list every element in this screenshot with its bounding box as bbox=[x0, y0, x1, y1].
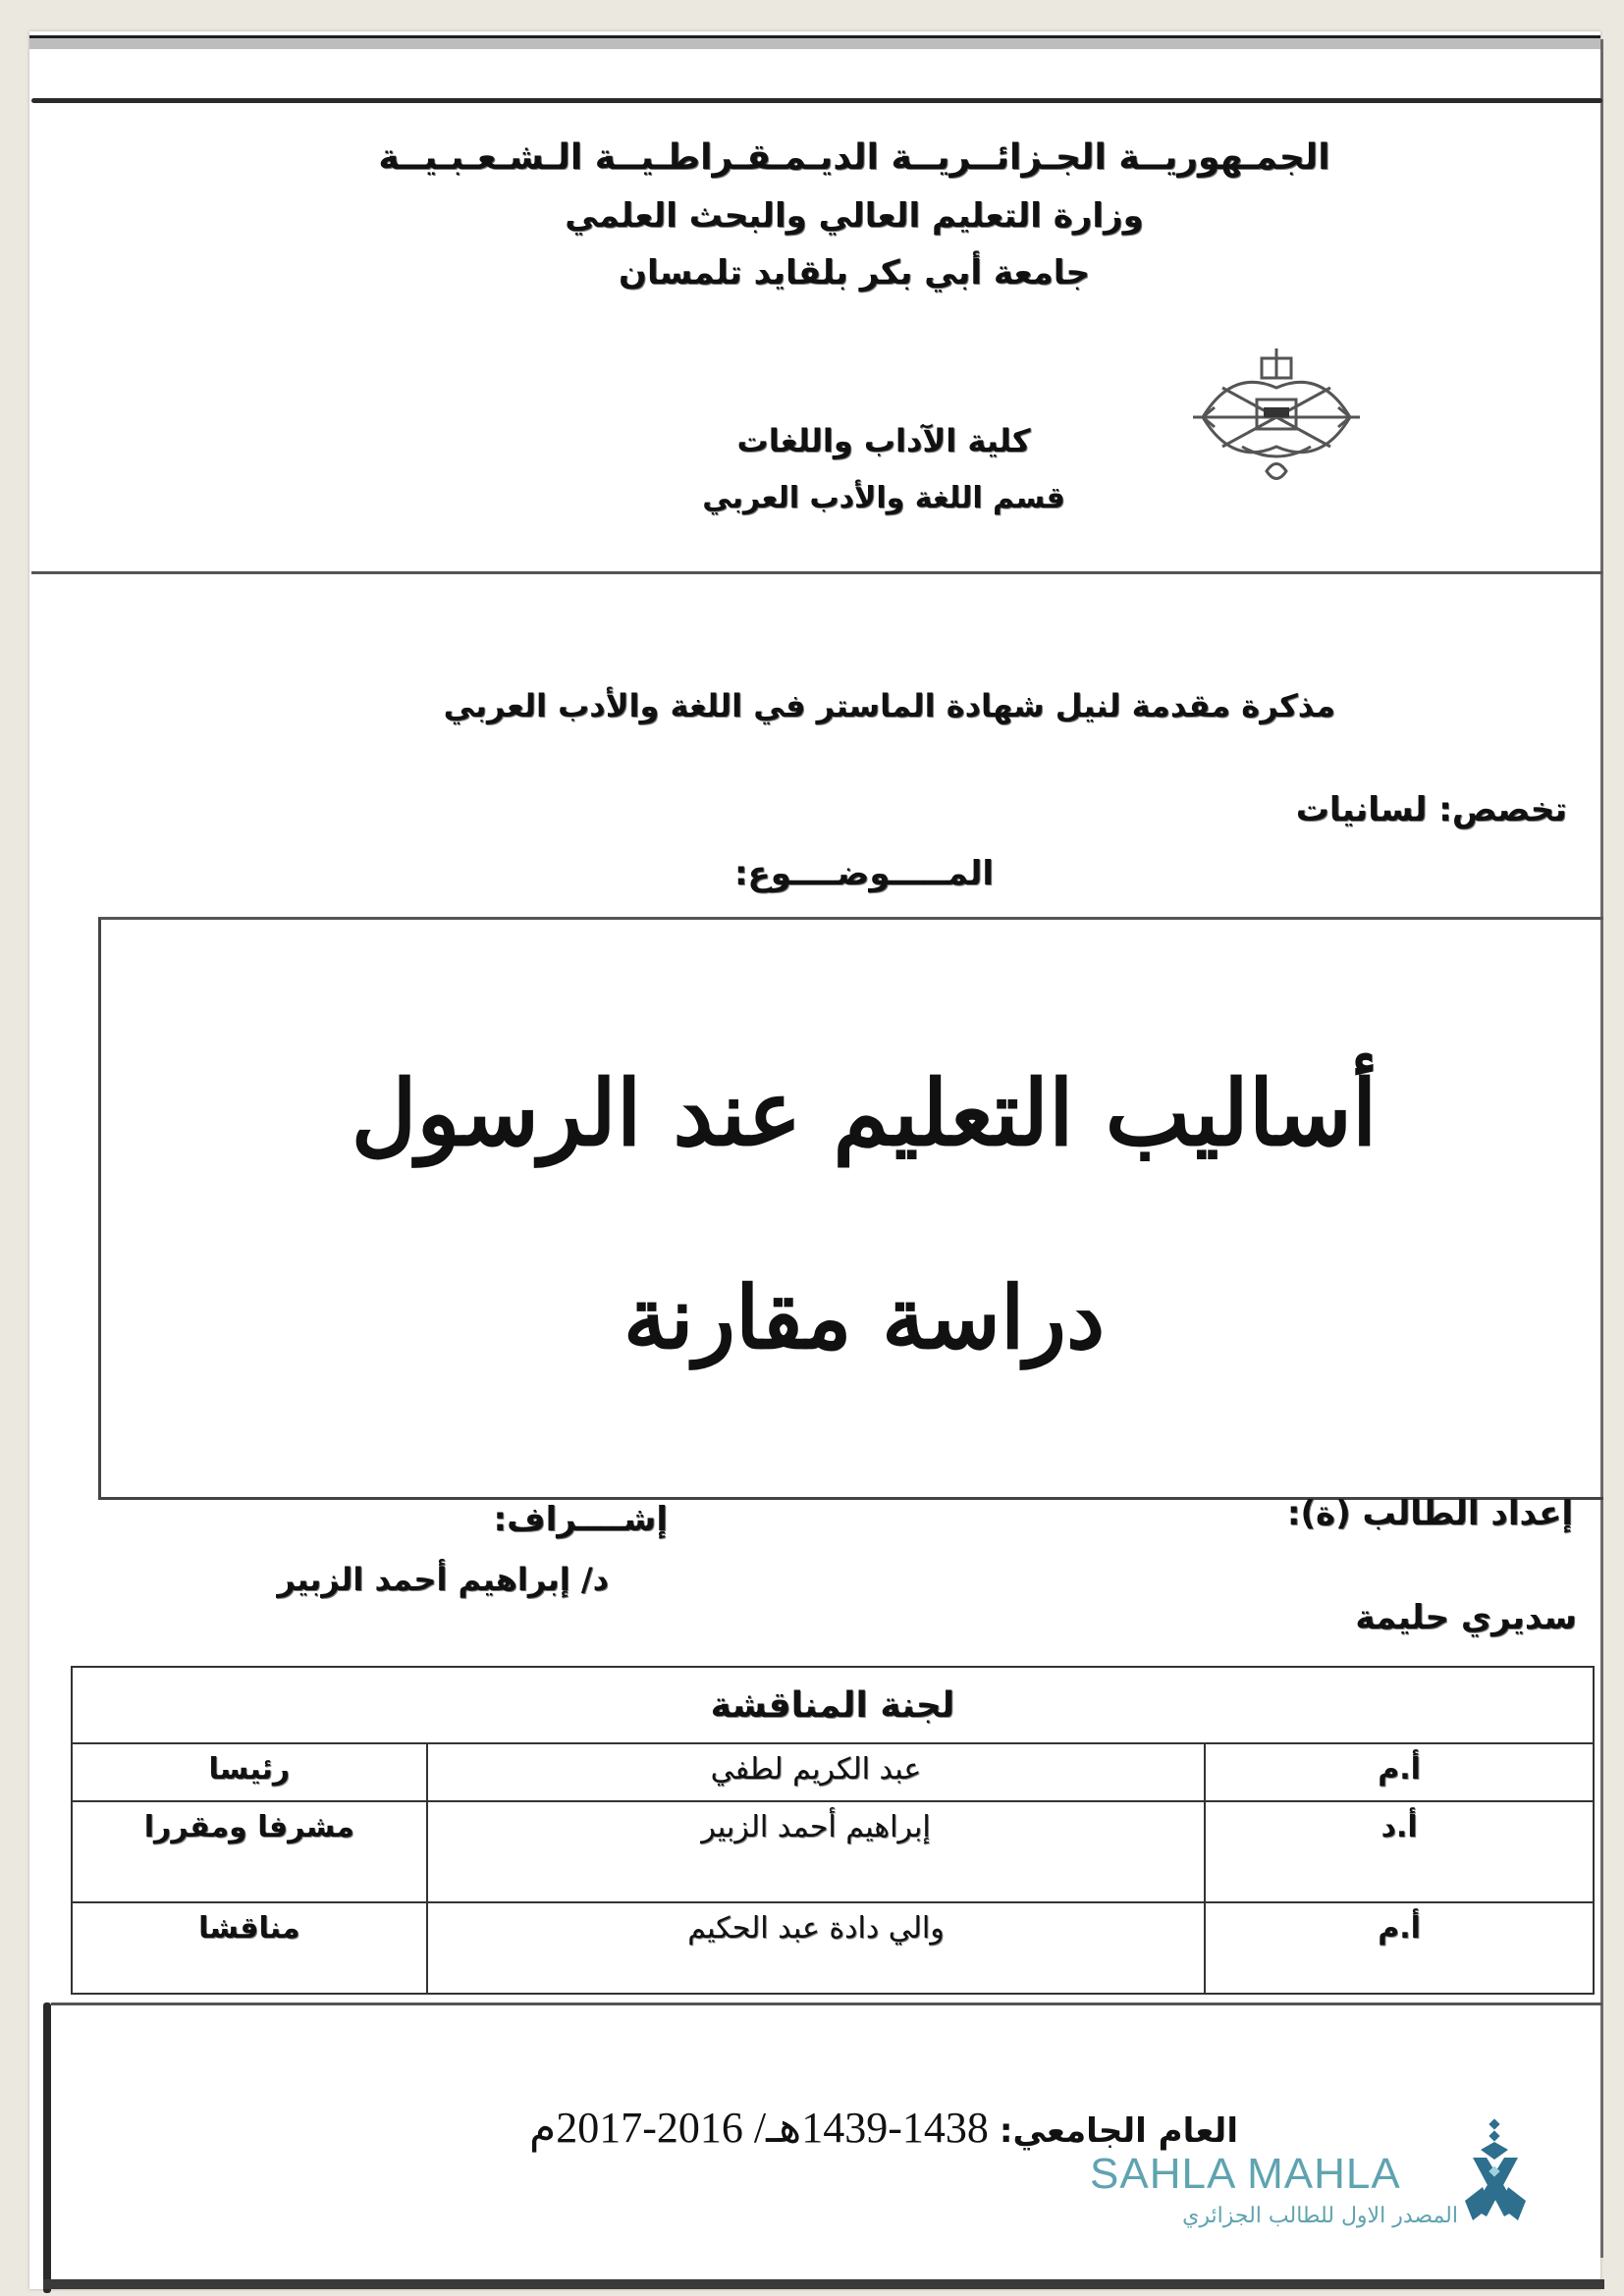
subject-box bbox=[98, 917, 1603, 1500]
table-row bbox=[72, 1743, 1594, 1801]
thesis-subtitle: دراسة مقارنة bbox=[623, 1266, 1106, 1368]
jury-role: مناقشا bbox=[72, 1902, 427, 1994]
jury-rank: أ.م bbox=[1205, 1902, 1594, 1994]
top-border bbox=[29, 35, 1600, 49]
table-row bbox=[72, 1902, 1594, 1994]
department-name: قسم اللغة والأدب العربي bbox=[702, 481, 1065, 515]
faculty-name: كلية الآداب واللغات bbox=[736, 422, 1031, 459]
specialization: تخصص: لسانيات bbox=[1295, 790, 1567, 829]
university-name: جامعة أبي بكر بلقايد تلمسان bbox=[618, 253, 1091, 293]
prepared-by-label: إعداد الطالب (ة): bbox=[1286, 1494, 1573, 1533]
jury-title: لجنة المناقشة bbox=[72, 1667, 1594, 1743]
watermark-tagline: المصدر الاول للطالب الجزائري bbox=[1182, 2204, 1458, 2228]
watermark-brand: SAHLA MAHLA bbox=[1090, 2150, 1401, 2198]
jury-name: والي دادة عبد الحكيم bbox=[427, 1902, 1206, 1994]
student-name: سديري حليمة bbox=[1355, 1598, 1577, 1637]
supervisor-name: د/ إبراهيم أحمد الزبير bbox=[277, 1561, 609, 1598]
jury-role: مشرفا ومقررا bbox=[72, 1801, 427, 1902]
header-bottom-rule bbox=[31, 571, 1602, 574]
bottom-border bbox=[43, 2279, 1604, 2289]
jury-rank: أ.م bbox=[1205, 1743, 1594, 1801]
jury-role: رئيسا bbox=[72, 1743, 427, 1801]
supervision-label: إشــــراف: bbox=[493, 1500, 668, 1539]
header-top-rule bbox=[31, 98, 1602, 103]
footer-top-rule bbox=[51, 2002, 1602, 2005]
country-name: الجمـهوريــة الجـزائــريــة الديـمـقـراطـيــة الـشـعـبـيــة bbox=[378, 137, 1330, 178]
jury-name: عبد الكريم لطفي bbox=[427, 1743, 1206, 1801]
jury-name: إبراهيم أحمد الزبير bbox=[427, 1801, 1206, 1902]
subject-label: المـــــوضــــوع: bbox=[733, 854, 995, 893]
academic-year-value: 1438-1439هـ/ 2016-2017م bbox=[529, 2104, 989, 2152]
university-emblem-icon bbox=[1183, 339, 1370, 496]
memo-purpose: مذكرة مقدمة لنيل شهادة الماستر في اللغة والأدب العربي bbox=[443, 687, 1335, 724]
jury-table bbox=[71, 1666, 1595, 1995]
thesis-title: أساليب التعليم عند الرسول bbox=[351, 1060, 1378, 1166]
table-row bbox=[72, 1801, 1594, 1902]
jury-rank: أ.د bbox=[1205, 1801, 1594, 1902]
sahla-mahla-logo-icon bbox=[1461, 2118, 1530, 2226]
academic-year bbox=[461, 2103, 1306, 2153]
academic-year-label: العام الجامعي: bbox=[999, 2111, 1238, 2151]
ministry-name: وزارة التعليم العالي والبحث العلمي bbox=[565, 196, 1144, 236]
left-bottom-border bbox=[43, 2002, 51, 2293]
